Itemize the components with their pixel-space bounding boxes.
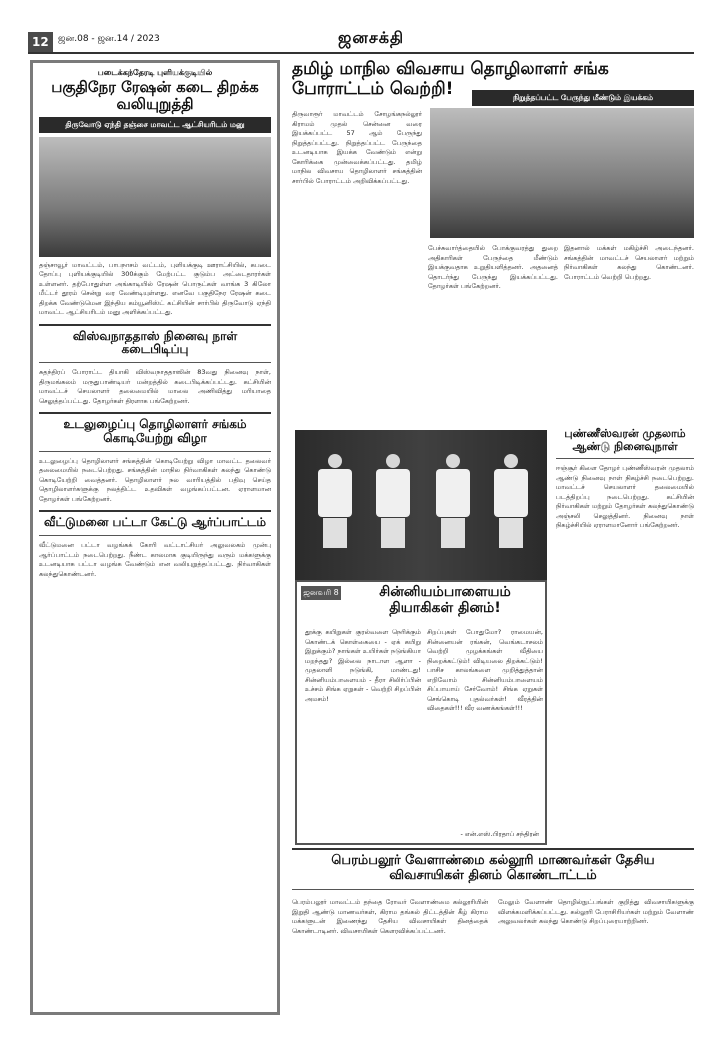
top-body2: பேச்சுவார்த்தையில் போக்குவரத்து துறை அதிகாரிகள் பேருந்தை மீண்டும் இயக்குவதாக உறுதியளித்தனர். அதனைத் தொடர்ந்து பேருந்து இயக்கப்பட்டது. தோழர்கள் பங்கேற்றனர். [428, 244, 558, 290]
side-body: ஈஞ்சூர் கிளை தோழர் புண்ணீஸ்வரன் முதலாம் ஆண்டு நினைவு நாள் நிகழ்ச்சி நடைபெற்றது. மாவட்டச் செயலாளர் தலைமையில் படத்திறப்பு நடைபெற்றது. கட்சியின் நிர்வாகிகள் மற்றும் தோழர்கள் கலந்துகொண்டு அஞ்சலி செலுத்தினர். நினைவு நாள் நிகழ்ச்சியில் ஏராளமானோர் பங்கேற்றனர். [556, 464, 694, 530]
issue-date: ஜன.08 - ஜன.14 / 2023 [58, 34, 160, 44]
a2-body: சுதந்திரப் போராட்ட தியாகி விஸ்வநாததாஸின் 83வது நினைவு நாள், திருமங்கலம் மருதுபாண்டியர் மன்றத்தில் கடைபிடிக்கப்பட்டது. கட்சியின் மாவட்டச் செயலாளர் தலைமையில் மாலை அணிவித்து மரியாதை செலுத்தப்பட்டது. தோழர்கள் திரளாக பங்கேற்றனர். [39, 368, 271, 405]
poem-date-tag: ஜனவரி 8 [301, 586, 341, 600]
top-article [292, 59, 694, 290]
masthead: ஜனசக்தி [338, 28, 405, 47]
a1-body: தஞ்சாவூர் மாவட்டம், பாபநாசம் வட்டம், புளியக்குடி ஊராட்சியில், கபடை தோப்பு புளியக்குடியில் 300க்கும் மேற்பட்ட குடும்ப அட்டைதாரர்கள் உள்ளனர். தற்போதுள்ள அங்காடியில் ரேஷன் பொருட்கள் வாங்க 3 கிலோ மீட்டர் தூரம் சென்று வர வேண்டியுள்ளது. எனவே பகுதிநேர ரேஷன் கடை திறக்க வேண்டுமென இந்திய கம்யூனிஸ்ட் கட்சியின் சார்பில் திருவோடு ஏந்தி மாவட்ட ஆட்சியரிடம் மனு அளிக்கப்பட்டது. [39, 260, 271, 317]
bottom-article [292, 848, 694, 935]
memorial-article [556, 428, 694, 1058]
left-column [30, 60, 280, 1015]
top-title: தமிழ் மாநில விவசாய தொழிலாளர் சங்க போராட்டம் வெற்றி! [292, 59, 609, 99]
poem-author: - என்.எஸ்.பிரதாப் சந்திரன் [460, 830, 539, 838]
a3-body: உடலுழைப்பு தொழிலாளர் சங்கத்தின் கொடியேற்று விழா மாவட்ட தலைவர் தலைமையில் நடைபெற்றது. சங்கத்தின் மாநில நிர்வாகிகள் கலந்து கொண்டு கொடியேற்றி வைத்தனர். தொழிலாளர் நல வாரியத்தில் பதிவு செய்த தொழிலாளர்களுக்கு நலத்திட்ட உதவிகள் வழங்கப்பட்டன. ஏராளமான தோழர்கள் பங்கேற்றனர். [39, 456, 271, 503]
bottom-col1: பெரம்பலூர் மாவட்டம் தந்தை ரோவர் வேளாண்மை கல்லூரியின் இறுதி ஆண்டு மாணவர்கள், கிராம தங்கல் திட்டத்தின் கீழ் கிராம மக்களுடன் இணைந்து தேசிய விவசாயிகள் தினத்தைக் கொண்டாடினர். விவசாயிகள் கௌரவிக்கப்பட்டனர். [292, 898, 488, 935]
top-bar: நிறுத்தப்பட்ட பேருந்து மீண்டும் இயக்கம் [472, 90, 694, 106]
a1-kicker: படைக்கந்தேரடி புளியக்குடியில் [97, 68, 213, 77]
poem-box [295, 580, 547, 845]
top-body1: திருவாரூர் மாவட்டம் சோழங்கநல்லூர் கிராமம் முதல் சென்னை வரை இயக்கப்பட்ட 57 ஆம் பேருந்து நிறுத்தப்பட்டது. நிறுத்தப்பட்ட பேருந்தை உடனடியாக இயக்க வேண்டும் என்று கோரிக்கை முன்வைக்கப்பட்டது. தமிழ் மாநில விவசாய தொழிலாளர் சங்கத்தின் சார்பில் போராட்டம் அறிவிக்கப்பட்டது. [292, 110, 422, 185]
a2-title: விஸ்வநாததாஸ் நினைவு நாள் கடைபிடிப்பு [72, 328, 238, 357]
a4-body: வீட்டுமனை பட்டா வழங்கக் கோரி வட்டாட்சியர் அலுவலகம் முன்பு ஆர்ப்பாட்டம் நடைபெற்றது. நீண்ட காலமாக குடியிருந்து வரும் மக்களுக்கு உடனடியாக பட்டா வழங்க வேண்டும் என வலியுறுத்தப்பட்டது. நிர்வாகிகள் கலந்துகொண்டனர். [39, 541, 271, 578]
a1-bar: திருவோடு ஏந்தி தஞ்சை மாவட்ட ஆட்சியரிடம் மனு [39, 117, 271, 133]
bottom-title: பெரம்பலூர் வேளாண்மை கல்லூரி மாணவர்கள் தேசிய விவசாயிகள் தினம் கொண்டாட்டம் [292, 848, 694, 884]
poem-col2: சிறப்புகள் போதுமோ? ராமையன், சின்னையன் ரங்கன், வெங்கடாசலம் வெற்றி முழக்கங்கள் வீதியை நிறைக்கட்டும்! விடியலை திறக்கட்டும்! பாசிச காலங்களை முறித்துத்தான் எறிவோம் சின்னியம்பாளையம் சிப்பாயாய் சேர்வோம்! சிங்க ஏறுகள் செங்கொடி புதல்வர்கள்! வீரத்தின் விதைகள்!!! வீர வணக்கங்கள்!!! [427, 628, 543, 712]
poem-title: சின்னியம்பாளையம் தியாகிகள் தினம்! [379, 584, 511, 617]
page-header [28, 30, 694, 54]
side-title: புண்ணீஸ்வரன் முதலாம் ஆண்டு நினைவுநாள் [564, 427, 686, 453]
a3-title: உடலுழைப்பு தொழிலாளர் சங்கம் கொடியேற்று விழா [63, 417, 247, 446]
ration-protest-photo [39, 137, 271, 257]
martyrs-photo [295, 430, 547, 580]
poem-col1: தூக்கு கயிறுகள் குரல்வளை நெரிக்கும் கொண்டக் கொள்கையை - ஏக் கயிறு இறுக்கும்? நாங்கள் உயிர்கள் நடுங்கியா மறந்தது? இல்லை நாடாள ஆளா - முதலாளி நடுங்கி, மாண்டது! சின்னியம்பாளையம் - தீரா சிலிர்ப்பின் உச்சம் சிங்க ஏறுகள் - வெற்றி சிறப்பின் அமசம்! [305, 628, 421, 703]
a4-title: வீட்டுமனை பட்டா கேட்டு ஆர்ப்பாட்டம் [43, 515, 267, 530]
a1-title: பகுதிநேர ரேஷன் கடை திறக்க வலியுறுத்தி [51, 78, 259, 114]
top-body3: இதனால் மக்கள் மகிழ்ச்சி அடைந்தனர். சங்கத்தின் மாவட்டச் செயலாளர் மற்றும் நிர்வாகிகள் கலந்து கொண்டனர். போராட்டம் வெற்றி பெற்றது. [564, 244, 694, 281]
page-number: 12 [28, 32, 53, 52]
bus-photo [430, 108, 694, 238]
bottom-col2: மேலும் வேளாண் தொழில்நுட்பங்கள் குறித்து விவசாயிகளுக்கு விளக்கமளிக்கப்பட்டது. கல்லூரி பேராசிரியர்கள் மற்றும் வேளாண் அலுவலர்கள் கலந்து கொண்டு சிறப்புரையாற்றினர். [498, 898, 694, 925]
